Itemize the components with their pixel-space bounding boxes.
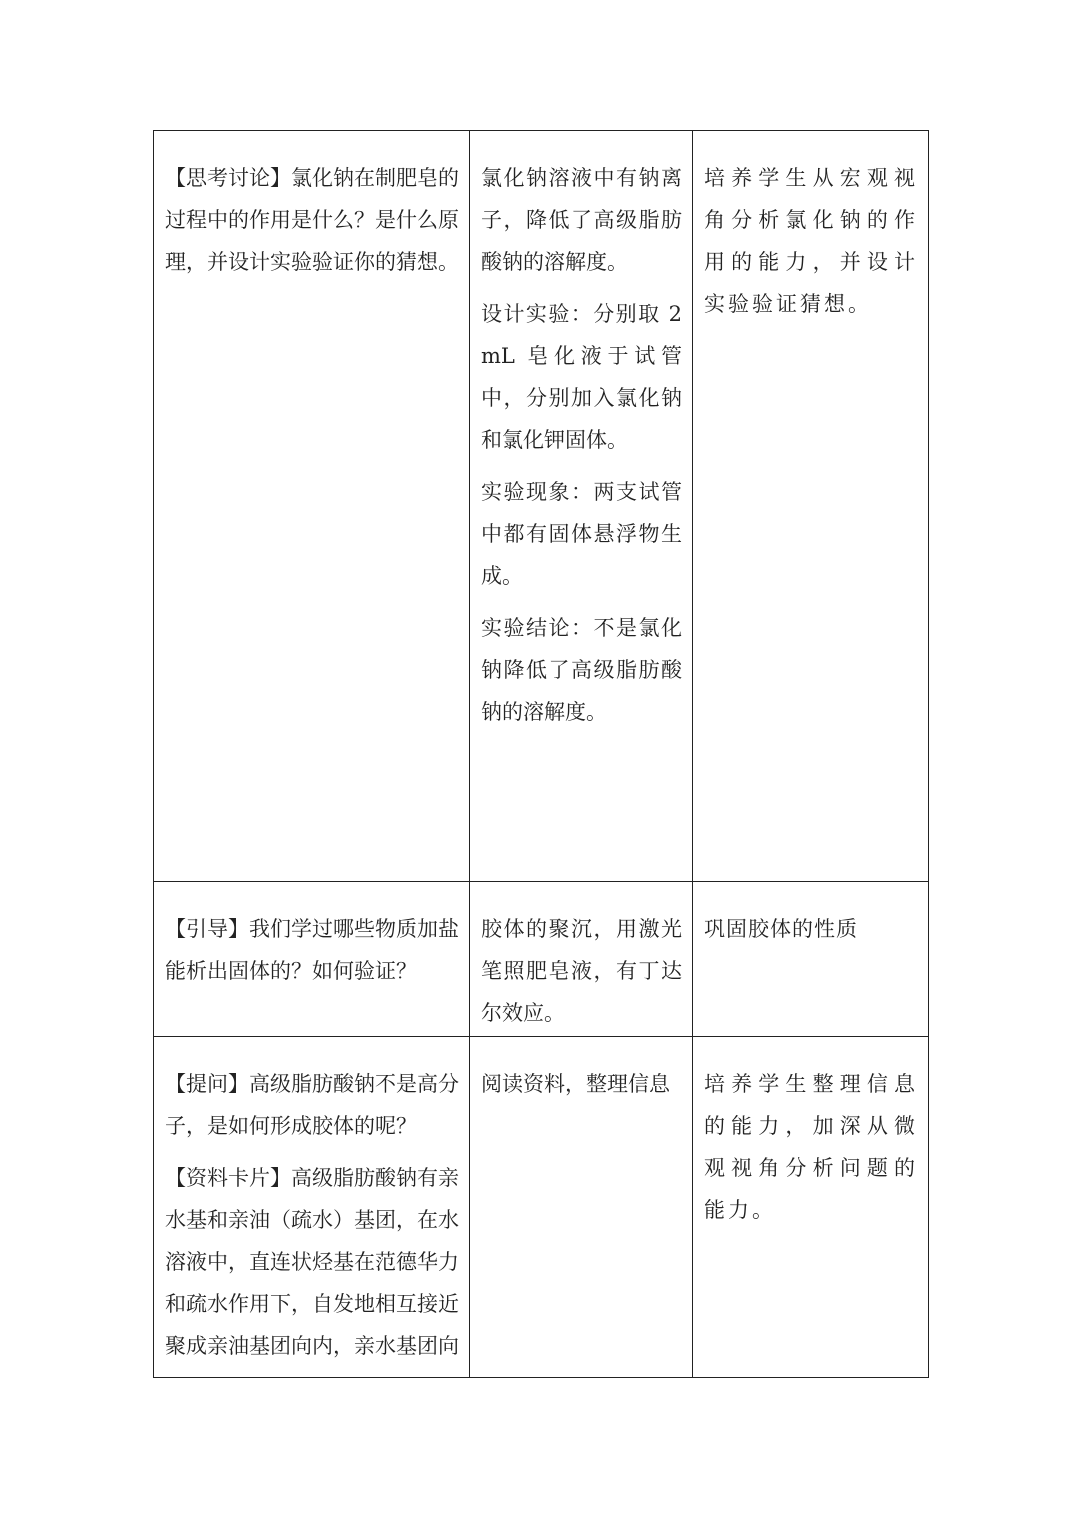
cell-paragraph: 设计实验：分别取 2mL 皂化液于试管中，分别加入氯化钠和氯化钾固体。 [481, 302, 682, 452]
cell-paragraph: 培养学生从宏观视角分析氯化钠的作用的能力，并设计实验验证猜想。 [704, 166, 918, 316]
table-row [154, 131, 929, 882]
cell-paragraph: 培养学生整理信息的能力，加深从微观视角分析问题的能力。 [704, 1072, 918, 1222]
design-intent-cell [693, 1037, 929, 1378]
lesson-plan-table [153, 130, 929, 1378]
cell-paragraph: 胶体的聚沉，用激光笔照肥皂液，有丁达尔效应。 [481, 917, 682, 1025]
cell-paragraph: 【引导】我们学过哪些物质加盐能析出固体的？如何验证？ [165, 917, 459, 983]
cell-paragraph: 【提问】高级脂肪酸钠不是高分子，是如何形成胶体的呢？ [165, 1072, 459, 1138]
student-activity-cell [470, 131, 693, 882]
cell-paragraph: 【思考讨论】氯化钠在制肥皂的过程中的作用是什么？是什么原理，并设计实验验证你的猜想。 [165, 166, 459, 274]
design-intent-cell [693, 882, 929, 1037]
cell-paragraph: 实验结论：不是氯化钠降低了高级脂肪酸钠的溶解度。 [481, 616, 682, 724]
cell-paragraph: 实验现象：两支试管中都有固体悬浮物生成。 [481, 480, 682, 588]
table-row [154, 1037, 929, 1378]
teacher-activity-cell [154, 882, 470, 1037]
design-intent-cell [693, 131, 929, 882]
teacher-activity-cell [154, 131, 470, 882]
cell-paragraph: 阅读资料，整理信息 [481, 1072, 670, 1096]
teacher-activity-cell [154, 1037, 470, 1378]
cell-paragraph: 【资料卡片】高级脂肪酸钠有亲水基和亲油（疏水）基团，在水溶液中，直连状烃基在范德华力和疏水作用下，自发地相互接近聚成亲油基团向内，亲水基团向 [165, 1166, 459, 1358]
student-activity-cell [470, 882, 693, 1037]
table-row [154, 882, 929, 1037]
student-activity-cell [470, 1037, 693, 1378]
cell-paragraph: 巩固胶体的性质 [704, 917, 858, 941]
cell-paragraph: 氯化钠溶液中有钠离子，降低了高级脂肪酸钠的溶解度。 [481, 166, 682, 274]
